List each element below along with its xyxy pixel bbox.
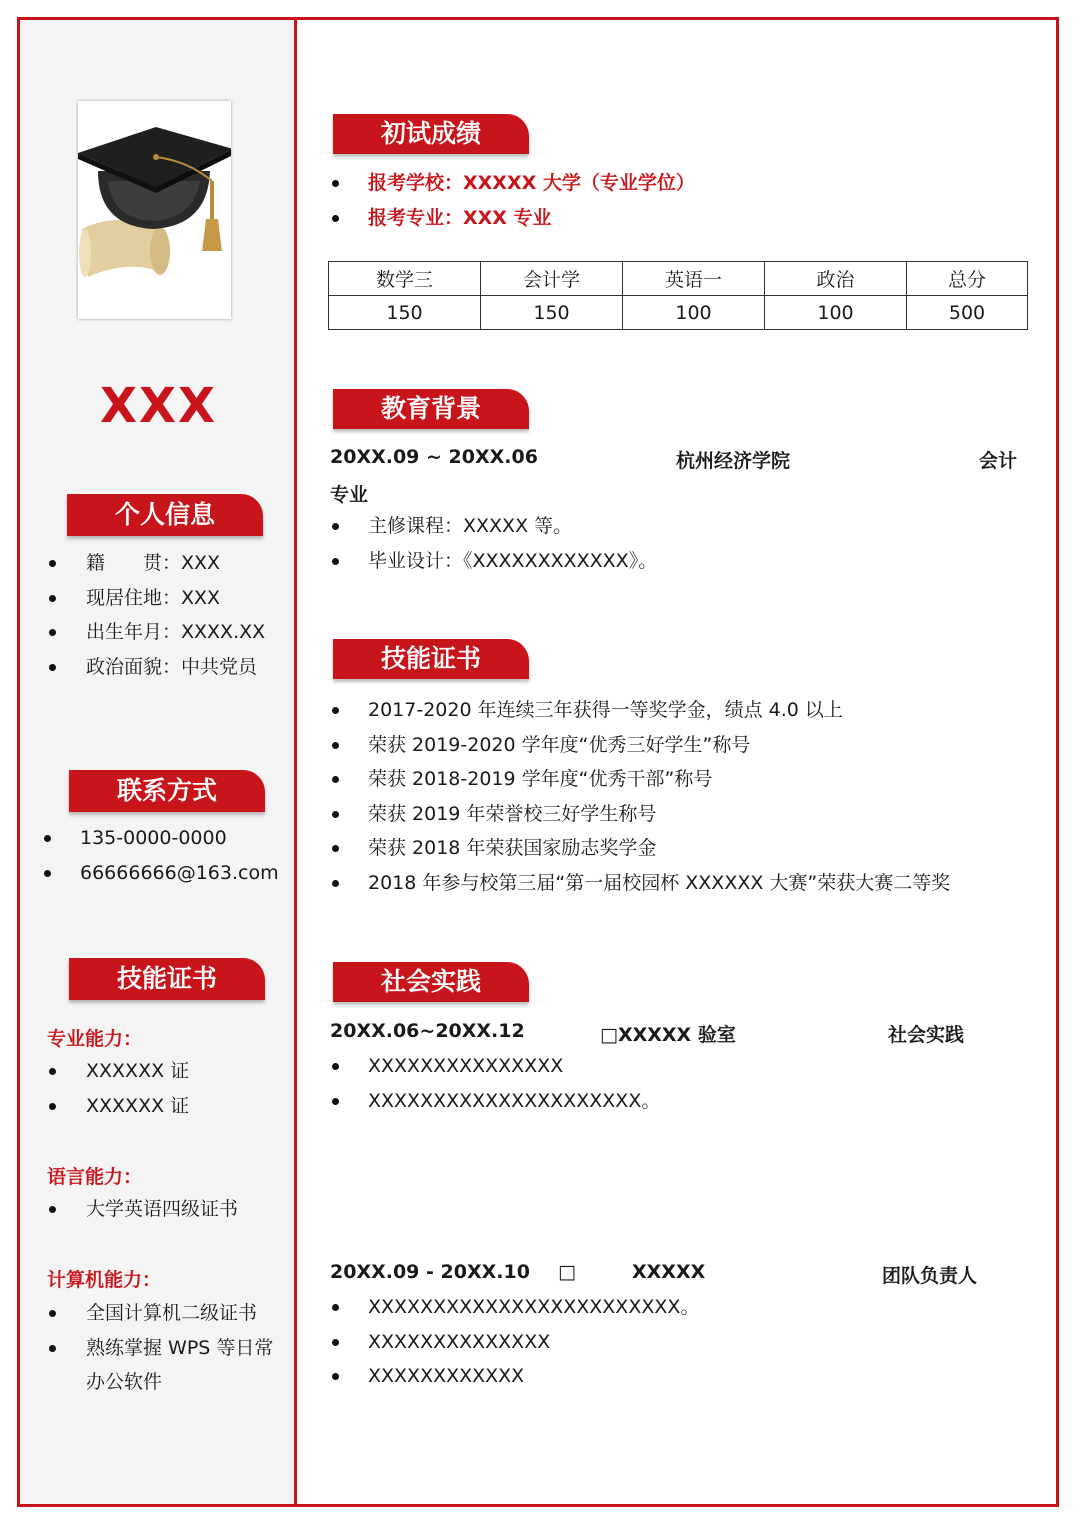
computer-ability-label: 计算机能力： [47, 1269, 162, 1291]
education-items [330, 509, 657, 578]
list-item: 出生年月：XXXX.XX [20, 615, 265, 650]
bullet-icon [332, 180, 339, 187]
table-header-row [329, 262, 1028, 296]
bullet-icon [332, 880, 339, 887]
phone-number: 135-0000-0000 [20, 821, 279, 856]
education-items-clip [330, 509, 1030, 589]
education-school: 杭州经济学院 [676, 450, 791, 472]
list-item: 籍 贯：XXX [20, 546, 265, 581]
list-item: 毕业设计：《XXXXXXXXXXXX》。 [330, 544, 657, 579]
score-table [328, 261, 1028, 330]
practice-2-period: 20XX.09 - 20XX.10 [330, 1261, 530, 1283]
bullet-icon [49, 560, 56, 567]
list-item: XXXXXXXXXXXX [330, 1359, 699, 1394]
education-major: 会计 [979, 450, 1018, 472]
bullet-icon [332, 215, 339, 222]
target-school: 报考学校：XXXXX 大学（专业学位） [330, 166, 695, 201]
skills-heading: 技能证书 [333, 639, 529, 679]
bullet-icon [332, 776, 339, 783]
bullet-icon [49, 1206, 56, 1213]
bullet-icon [332, 558, 339, 565]
practice-1-period: 20XX.06~20XX.12 [330, 1020, 525, 1042]
candidate-name: XXX [99, 378, 218, 434]
education-major-continuation: 专业 [330, 484, 369, 506]
contact-list [20, 821, 279, 890]
computer-ability-list [20, 1296, 273, 1400]
list-item: XXXXXXXXXXXXXXX [330, 1049, 660, 1084]
professional-ability-label: 专业能力： [47, 1028, 143, 1050]
table-cell: 150 [481, 296, 623, 330]
list-item: 2018 年参与校第三届“第一届校园杯 XXXXXX 大赛”荣获大赛二等奖 [330, 866, 950, 901]
practice-2-role: 团队负责人 [882, 1265, 978, 1287]
bullet-icon [332, 1063, 339, 1070]
exam-info-list [330, 166, 695, 235]
contact-heading: 联系方式 [69, 770, 265, 812]
bullet-icon [49, 1345, 56, 1352]
professional-ability-list [20, 1054, 189, 1123]
list-item: 熟练掌握 WPS 等日常 [20, 1331, 273, 1366]
missing-glyph-icon: □ [600, 1024, 618, 1046]
bullet-icon [332, 845, 339, 852]
language-ability-list [20, 1192, 238, 1227]
practice-1-items [330, 1049, 660, 1118]
list-item: 荣获 2018 年荣获国家励志奖学金 [330, 831, 950, 866]
table-header-cell: 总分 [907, 262, 1028, 296]
table-header-cell: 政治 [765, 262, 907, 296]
list-item: XXXXXX 证 [20, 1054, 189, 1089]
practice-2-items [330, 1290, 699, 1394]
email-address[interactable]: 66666666@163.com [20, 856, 279, 891]
bullet-icon [332, 811, 339, 818]
profile-photo [78, 101, 231, 319]
list-item: 政治面貌：中共党员 [20, 650, 265, 685]
list-item: XXXXXXXXXXXXXXXXXXXXX。 [330, 1084, 660, 1119]
practice-2-org: XXXXX [632, 1261, 706, 1283]
bullet-icon [49, 1068, 56, 1075]
bullet-icon [44, 870, 51, 877]
skills-list [330, 693, 950, 900]
language-ability-label: 语言能力： [47, 1166, 143, 1188]
bullet-icon [332, 707, 339, 714]
bullet-icon [49, 629, 56, 636]
practice-heading: 社会实践 [333, 962, 529, 1002]
practice-1-role: 社会实践 [888, 1024, 965, 1046]
graduation-cap-icon [78, 101, 231, 319]
list-item: XXXXXXXXXXXXXX [330, 1325, 699, 1360]
list-item: 主修课程：XXXXX 等。 [330, 509, 657, 544]
list-item: 全国计算机二级证书 [20, 1296, 273, 1331]
side-skills-heading: 技能证书 [69, 958, 265, 1000]
bullet-icon [49, 1310, 56, 1317]
missing-glyph-icon: □ [558, 1261, 576, 1283]
education-period: 20XX.09 ~ 20XX.06 [330, 446, 538, 468]
table-cell: 500 [907, 296, 1028, 330]
list-item: 荣获 2018-2019 学年度“优秀干部”称号 [330, 762, 950, 797]
exam-heading: 初试成绩 [333, 114, 529, 154]
target-major: 报考专业：XXX 专业 [330, 201, 695, 236]
bullet-icon [44, 835, 51, 842]
practice-1-org: □XXXXX 验室 [600, 1024, 736, 1046]
table-row [329, 296, 1028, 330]
bullet-icon [332, 523, 339, 530]
bullet-icon [332, 1373, 339, 1380]
bullet-icon [49, 595, 56, 602]
table-header-cell: 会计学 [481, 262, 623, 296]
table-header-cell: 英语一 [623, 262, 765, 296]
personal-info-heading: 个人信息 [67, 494, 263, 536]
list-item: XXXXXX 证 [20, 1089, 189, 1124]
bullet-icon [49, 1103, 56, 1110]
bullet-icon [332, 742, 339, 749]
personal-info-list [20, 546, 265, 684]
table-cell: 150 [329, 296, 481, 330]
bullet-icon [332, 1304, 339, 1311]
table-header-cell: 数学三 [329, 262, 481, 296]
list-item: 2017-2020 年连续三年获得一等奖学金，绩点 4.0 以上 [330, 693, 950, 728]
table-cell: 100 [623, 296, 765, 330]
education-heading: 教育背景 [333, 389, 529, 429]
bullet-icon [332, 1339, 339, 1346]
list-item-continuation: 办公软件 [86, 1371, 163, 1393]
list-item: 荣获 2019-2020 学年度“优秀三好学生”称号 [330, 728, 950, 763]
bullet-icon [49, 664, 56, 671]
list-item: 荣获 2019 年荣誉校三好学生称号 [330, 797, 950, 832]
list-item: XXXXXXXXXXXXXXXXXXXXXXXX。 [330, 1290, 699, 1325]
bullet-icon [332, 1098, 339, 1105]
list-item: 大学英语四级证书 [20, 1192, 238, 1227]
list-item: 现居住地：XXX [20, 581, 265, 616]
table-cell: 100 [765, 296, 907, 330]
